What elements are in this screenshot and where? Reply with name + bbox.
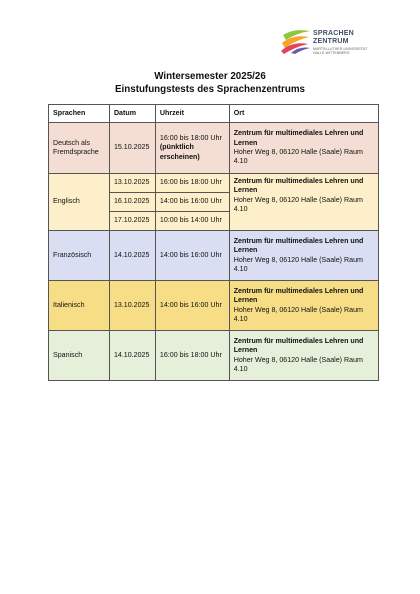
location-address: Hoher Weg 8, 06120 Halle (Saale) Raum 4.10 [233, 195, 363, 214]
header-time: Uhrzeit [155, 105, 229, 123]
table-row [49, 231, 379, 281]
table-row [49, 174, 379, 193]
date-cell: 15.10.2025 [109, 123, 155, 174]
logo-text-city: HALLE-WITTENBERG [313, 51, 350, 55]
location-address: Hoher Weg 8, 06120 Halle (Saale) Raum 4.10 [233, 305, 363, 323]
page-subtitle: Einstufungstests des Sprachenzentrums [115, 84, 305, 95]
location-name: Zentrum für multimediales Lehren und Lernen [233, 336, 364, 355]
location-address: Hoher Weg 8, 06120 Halle (Saale) Raum 4.10 [233, 355, 363, 373]
date-cell: 14.10.2025 [109, 231, 155, 281]
language-cell: Englisch [49, 174, 110, 231]
location-cell [229, 123, 378, 174]
date-cell: 13.10.2025 [109, 174, 155, 193]
header-date: Datum [109, 105, 155, 123]
time-cell: 14:00 bis 16:00 Uhr [155, 193, 229, 212]
location-cell [229, 331, 378, 381]
location-name: Zentrum für multimediales Lehren und Lernen [233, 286, 364, 305]
table-row [49, 281, 379, 331]
date-cell: 16.10.2025 [109, 193, 155, 212]
time-cell: 14:00 bis 16:00 Uhr [155, 231, 229, 281]
time-cell: 14:00 bis 16:00 Uhr [155, 281, 229, 331]
language-cell: Französisch [49, 231, 110, 281]
location-cell [229, 231, 378, 281]
time-cell [155, 123, 229, 174]
language-cell: Deutsch als Fremdsprache [49, 123, 110, 174]
date-cell: 13.10.2025 [109, 281, 155, 331]
location-address: Hoher Weg 8, 06120 Halle (Saale) Raum 4.10 [233, 148, 363, 166]
header-location: Ort [229, 105, 378, 123]
sprachenzentrum-logo [281, 26, 381, 70]
location-address: Hoher Weg 8, 06120 Halle (Saale) Raum 4.10 [233, 255, 363, 273]
time-cell: 10:00 bis 14:00 Uhr [155, 212, 229, 231]
time-note: (pünktlich erscheinen) [159, 143, 200, 161]
location-cell [229, 174, 378, 231]
page-title: Wintersemester 2025/26 [154, 71, 266, 82]
logo-text-university: MARTIN-LUTHER-UNIVERSITÄT [313, 47, 368, 51]
location-cell [229, 281, 378, 331]
logo-mark-icon [281, 28, 311, 54]
table-row [49, 331, 379, 381]
table-row [49, 123, 379, 174]
date-cell: 14.10.2025 [109, 331, 155, 381]
time-cell: 16:00 bis 18:00 Uhr [155, 331, 229, 381]
logo-text-zentrum: ZENTRUM [313, 38, 349, 45]
logo-text-sprachen: SPRACHEN [313, 30, 354, 37]
time-text: 16:00 bis 18:00 Uhr [159, 133, 222, 142]
time-cell: 16:00 bis 18:00 Uhr [155, 174, 229, 193]
header-language: Sprachen [49, 105, 110, 123]
location-name: Zentrum für multimediales Lehren und Lernen [233, 177, 364, 195]
schedule-table [48, 104, 379, 381]
location-name: Zentrum für multimediales Lehren und Lernen [233, 129, 364, 147]
date-cell: 17.10.2025 [109, 212, 155, 231]
language-cell: Spanisch [49, 331, 110, 381]
table-header-row [49, 105, 379, 123]
language-cell: Italienisch [49, 281, 110, 331]
location-name: Zentrum für multimediales Lehren und Lernen [233, 236, 364, 255]
